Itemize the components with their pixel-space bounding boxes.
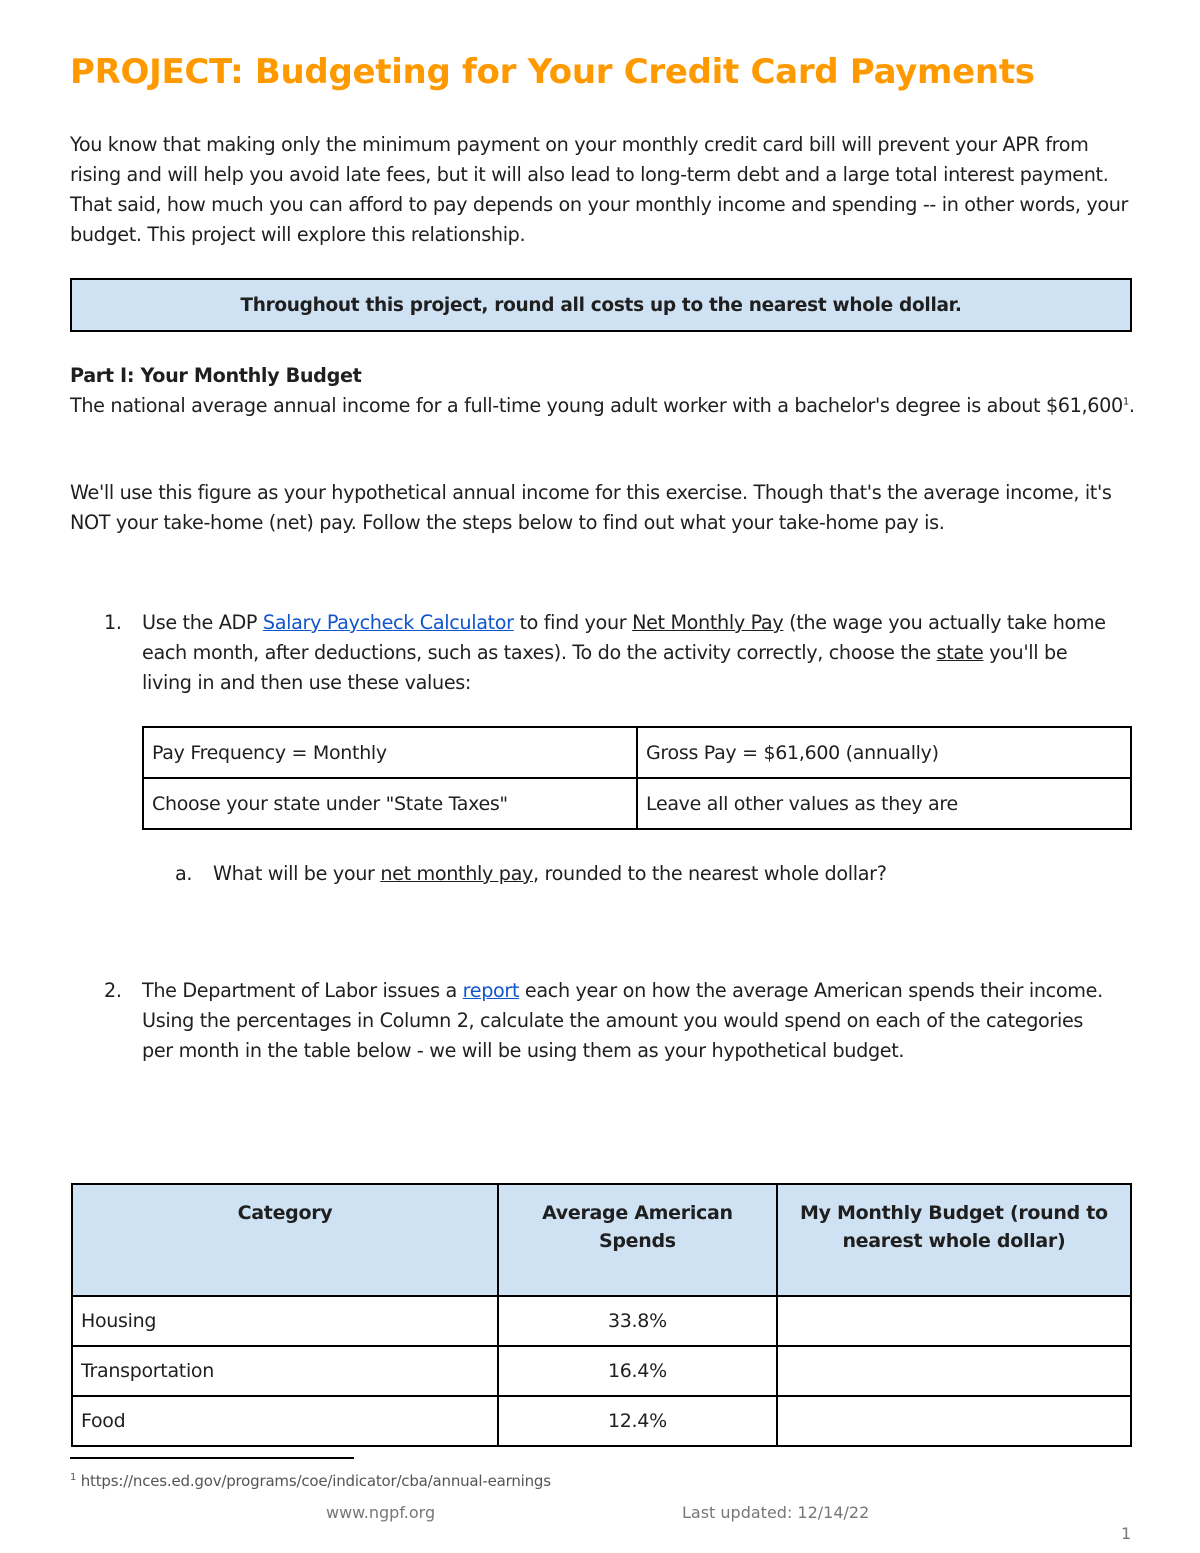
footnote-number: 1 [70,1472,77,1483]
step-number: 2. [104,979,122,1002]
hypothetical-income-paragraph: We'll use this figure as your hypothetical annual income for this exercise. Though that's the average income, it's NOT your take-home (net) pay. Follow the steps below to find out what your take-home pay is. [70,481,1112,534]
table-row [72,1396,1131,1446]
footnote [70,1472,551,1490]
net-monthly-pay-term: Net Monthly Pay [632,611,784,634]
step-text [142,608,1114,698]
income-text-end: . [1128,394,1135,417]
state-term: state [936,641,984,664]
page-number: 1 [1121,1524,1132,1543]
header-average-spends: Average American Spends [498,1184,777,1296]
footer-website: www.ngpf.org [326,1503,436,1522]
table-cell: Choose your state under "State Taxes" [143,778,637,829]
header-category: Category [72,1184,498,1296]
rounding-notice: Throughout this project, round all costs up to the nearest whole dollar. [70,278,1132,332]
net-monthly-pay-term: net monthly pay [380,862,534,885]
header-my-budget: My Monthly Budget (round to nearest whole dollar) [777,1184,1131,1296]
text: (the wage you actually take home each month, after deductions, such as taxes). To do the activity correctly, choose the [142,611,1106,664]
category-cell: Housing [72,1296,498,1346]
intro-paragraph: You know that making only the minimum payment on your monthly credit card bill will prevent your APR from rising and will help you avoid late fees, but it will also lead to long-term debt and a large total interest payment. That said, how much you can afford to pay depends on your monthly income and spending -- in other words, your budget. This project will explore this relationship. [70,133,1129,246]
sub-letter: a. [175,862,193,885]
category-cell: Transportation [72,1346,498,1396]
budget-input-cell[interactable] [777,1296,1131,1346]
step-number: 1. [104,611,122,634]
report-link[interactable]: report [462,979,520,1002]
table-row [72,1346,1131,1396]
text: each year on how the average American spends their income. Using the percentages in Column 2, calculate the amount you would spend on each of the categories per month in the table below - we will be using them as your hypothetical budget. [142,979,1103,1062]
text: to find your [513,611,633,634]
table-row [143,778,1131,829]
income-paragraph [70,391,1140,421]
calculator-values-table [142,726,1132,830]
table-header-row [72,1184,1131,1296]
salary-calculator-link[interactable]: Salary Paycheck Calculator [262,611,514,634]
table-cell: Gross Pay = $61,600 (annually) [637,727,1131,778]
text: Use the ADP [142,611,263,634]
footnote-divider [70,1457,354,1459]
table-row [143,727,1131,778]
text: What will be your [213,862,381,885]
text: The Department of Labor issues a [142,979,463,1002]
text: , rounded to the nearest whole dollar? [533,862,887,885]
budget-input-cell[interactable] [777,1346,1131,1396]
percent-cell: 33.8% [498,1296,777,1346]
budget-input-cell[interactable] [777,1396,1131,1446]
step-2 [104,976,1114,1066]
table-cell: Pay Frequency = Monthly [143,727,637,778]
percent-cell: 12.4% [498,1396,777,1446]
part1-heading: Part I: Your Monthly Budget [70,364,362,387]
footer-last-updated: Last updated: 12/14/22 [682,1503,870,1522]
footnote-marker[interactable]: 1 [1122,396,1129,408]
category-cell: Food [72,1396,498,1446]
percent-cell: 16.4% [498,1346,777,1396]
table-row [72,1296,1131,1346]
text: you'll be living in and then use these values: [142,641,1068,694]
step-text [142,976,1114,1066]
table-cell: Leave all other values as they are [637,778,1131,829]
question-1a [175,859,1185,889]
question-text [213,859,1185,889]
budget-table [71,1183,1132,1447]
page-title: PROJECT: Budgeting for Your Credit Card Payments [70,52,1035,92]
step-1 [104,608,1114,698]
income-text: The national average annual income for a full-time young adult worker with a bachelor's degree is about $61,600 [70,394,1123,417]
footnote-url[interactable]: https://nces.ed.gov/programs/coe/indicator/cba/annual-earnings [76,1472,551,1490]
